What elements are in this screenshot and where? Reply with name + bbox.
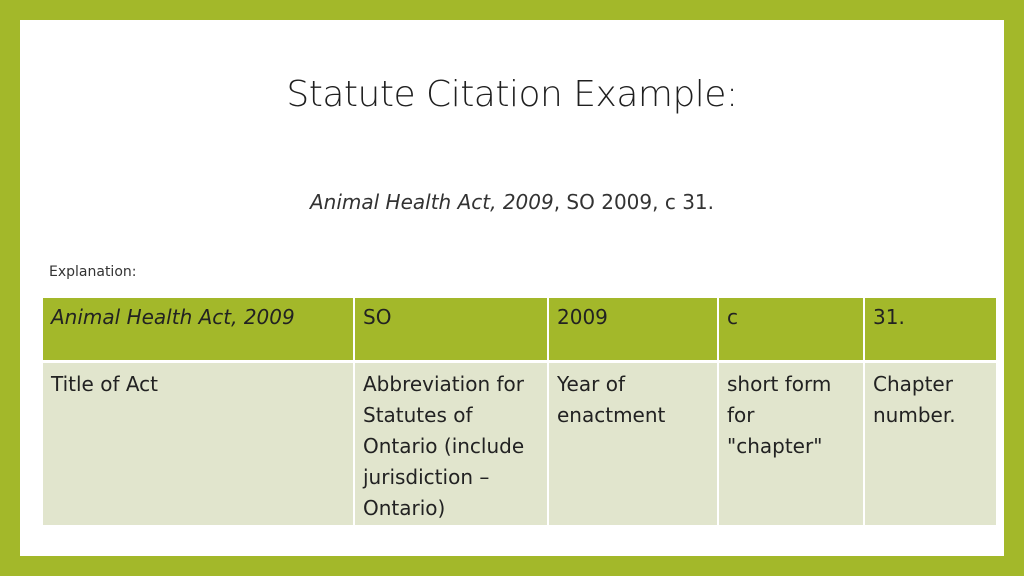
table-header-row	[42, 298, 997, 362]
citation-breakdown-table	[41, 298, 998, 525]
table-description-row	[42, 362, 997, 526]
slide	[20, 20, 1004, 556]
table-cell-act-title: Animal Health Act, 2009	[42, 298, 354, 362]
table-desc-chapter-number: Chapter number.	[864, 362, 997, 526]
explanation-label: Explanation:	[49, 264, 137, 280]
table-desc-chapter-abbrev: short form for "chapter"	[718, 362, 864, 526]
citation-act-title: Animal Health Act, 2009	[309, 190, 554, 214]
slide-title: Statute Citation Example:	[286, 74, 738, 115]
table-cell-chapter-abbrev: c	[718, 298, 864, 362]
table-desc-act-title: Title of Act	[42, 362, 354, 526]
table-cell-jurisdiction: SO	[354, 298, 548, 362]
citation-example	[20, 190, 1004, 214]
table-cell-chapter-number: 31.	[864, 298, 997, 362]
citation-rest: , SO 2009, c 31.	[553, 190, 715, 214]
table-cell-year: 2009	[548, 298, 718, 362]
table-desc-year: Year of enactment	[548, 362, 718, 526]
table-desc-jurisdiction: Abbreviation for Statutes of Ontario (include jurisdiction –Ontario)	[354, 362, 548, 526]
